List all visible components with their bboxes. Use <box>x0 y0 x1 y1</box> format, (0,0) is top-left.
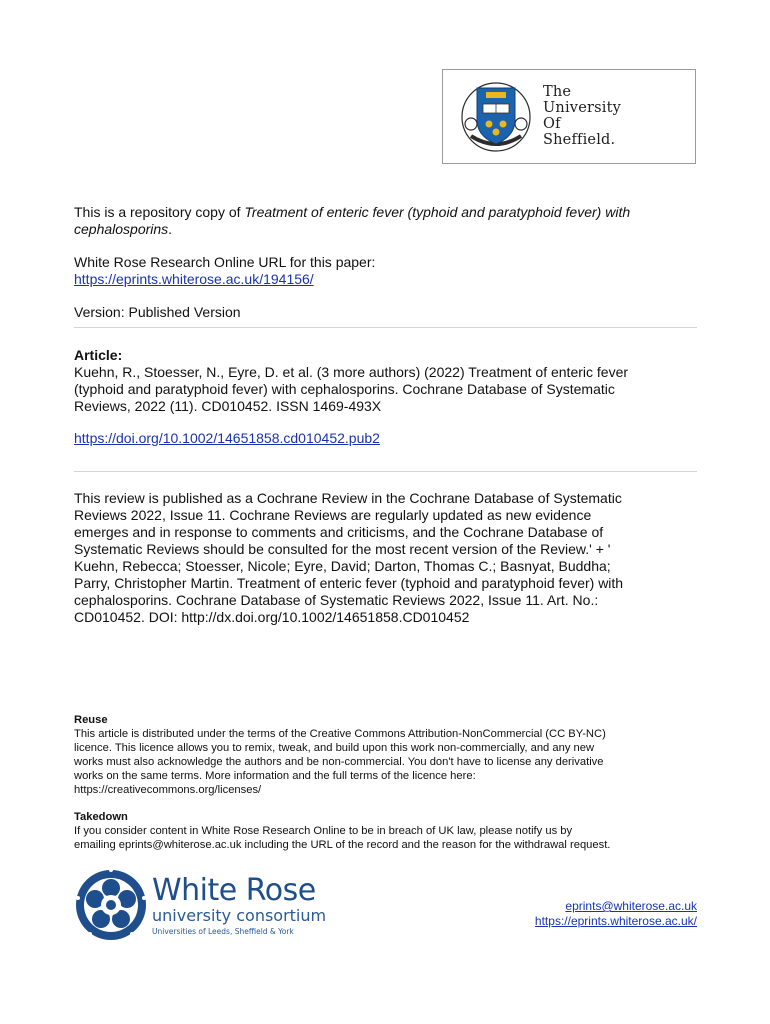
article-heading: Article: <box>74 347 123 363</box>
url-section: White Rose Research Online URL for this paper: https://eprints.whiterose.ac.uk/194156/ <box>74 254 376 287</box>
takedown-section: Takedown If you consider content in White Rose Research Online to be in breach of UK law, please notify us by emailing eprints@whiterose.ac.uk including the URL of the record and the reason for the withdrawal request. <box>74 810 714 852</box>
university-name: The University Of Sheffield. <box>543 84 621 148</box>
white-rose-emblem-icon <box>74 868 148 942</box>
doi-link[interactable]: https://doi.org/10.1002/14651858.cd010452.pub2 <box>74 430 380 446</box>
divider <box>74 471 697 472</box>
white-rose-title: White Rose <box>152 873 316 908</box>
paper-url-link[interactable]: https://eprints.whiterose.ac.uk/194156/ <box>74 271 314 287</box>
university-crest-icon <box>457 80 535 154</box>
paper-title: Treatment of enteric fever (typhoid and paratyphoid fever) with <box>244 204 631 220</box>
white-rose-universities: Universities of Leeds, Sheffield & York <box>152 927 294 936</box>
reuse-heading: Reuse <box>74 714 108 726</box>
paper-title-continued: cephalosporins <box>74 221 169 237</box>
white-rose-logo <box>152 875 326 937</box>
divider <box>74 327 697 328</box>
review-note: This review is published as a Cochrane Review in the Cochrane Database of Systematic Reviews 2022, Issue 11. Cochrane Reviews are regularly updated as new evidence emerges and in response to comments and criticisms, and the Cochrane Database of Systematic Reviews should be consulted for the most recent version of the Review.' + ' Kuehn, Rebecca; Stoesser, Nicole; Eyre, David; Darton, Thomas C.; Basnyat, Buddha; Parry, Christopher Martin. Treatment of enteric fever (typhoid and paratyphoid fever) with cephalosporins. Cochrane Database of Systematic Reviews 2022, Issue 11. Art. No.: CD010452. DOI: http://dx.doi.org/10.1002/14651858.CD010452 <box>74 490 624 625</box>
reuse-section: Reuse This article is distributed under the terms of the Creative Commons Attribution-NonCommercial (CC BY-NC) licence. This licence allows you to remix, tweak, and build upon this work non-commercially, and any new works must also acknowledge the authors and be non-commercial. You don't have to license any derivative works on the same terms. More information and the full terms of the licence here: https://creativecommons.org/licenses/ <box>74 713 714 797</box>
version-label: Version: Published Version <box>74 304 241 320</box>
white-rose-subtitle: university consortium <box>152 906 327 925</box>
repository-copy-statement: This is a repository copy of Treatment of enteric fever (typhoid and paratyphoid fever) with cephalosporins. <box>74 204 631 237</box>
contact-email-link[interactable]: eprints@whiterose.ac.uk <box>565 899 697 913</box>
university-logo <box>442 69 696 164</box>
article-section: Article: Kuehn, R., Stoesser, N., Eyre, D. et al. (3 more authors) (2022) Treatment of enteric fever (typhoid and paratyphoid fever) with cephalosporins. Cochrane Database of Systematic Reviews, 2022 (11). CD010452. ISSN 1469-493X <box>74 347 714 415</box>
contact-site-link[interactable]: https://eprints.whiterose.ac.uk/ <box>534 914 697 928</box>
takedown-heading: Takedown <box>74 811 128 823</box>
contact-links <box>535 899 697 929</box>
